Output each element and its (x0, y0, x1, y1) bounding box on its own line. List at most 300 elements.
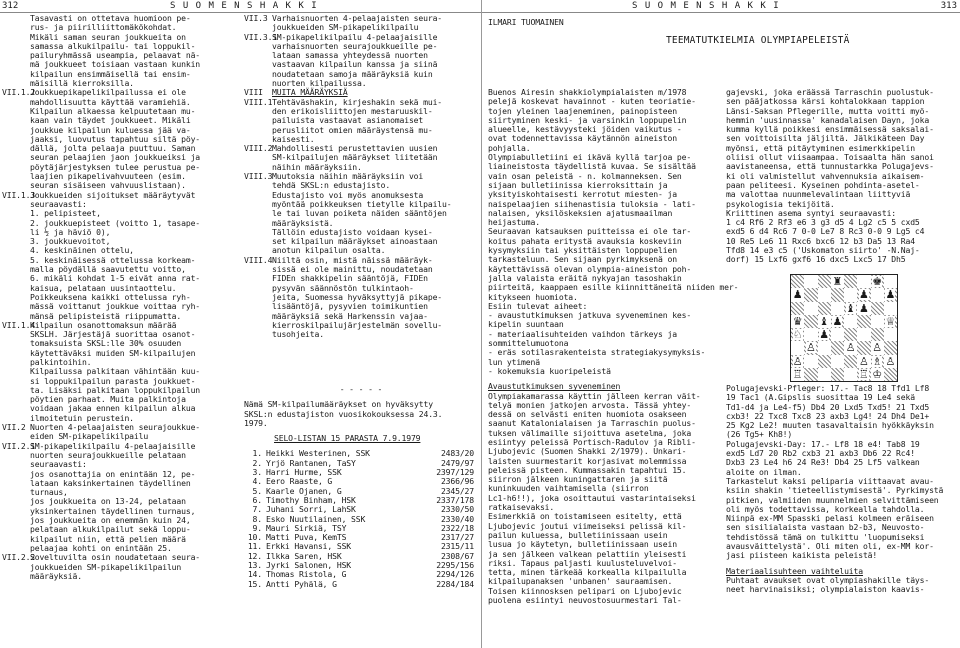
text-line: esiintyy peleissä Portisch-Radulov ja Ribli- (488, 436, 696, 447)
approval-line: Nämä SM-kilpailumääräykset on hyväksytty (244, 399, 433, 410)
text-line: ja sen jälkeen valkean pelattiin yleisesti (488, 548, 687, 559)
text-line: psykologisia tekijöitä. (726, 198, 835, 209)
text-line: kuninkuuden vaihtamisella (siirron (488, 483, 649, 494)
rating: 2284/184 (436, 578, 474, 589)
text-line: kilpailut niin, että pelien määrä (30, 533, 186, 544)
board-square (884, 328, 897, 341)
rank: 13. (247, 560, 262, 571)
section-number: VII.2.2 (2, 552, 36, 563)
board-square (871, 328, 884, 341)
chess-piece: ♕ (885, 314, 896, 328)
board-square (804, 328, 817, 341)
text-line: Buenos Airesin shakkiolympialaisten m/1978 (488, 87, 687, 97)
board-square (857, 275, 870, 288)
rank: 12. (247, 550, 262, 561)
chess-piece: ♖ (858, 367, 869, 381)
subheading: Avaustutkimuksen syveneminen (488, 381, 621, 392)
rating: 2397/129 (436, 467, 474, 478)
text-line: kilpailupanaksen 'unbanen' sauraamisen. (488, 576, 673, 587)
text-line: kysymyksiin tai yksittäisten loppupelien (488, 245, 677, 256)
board-square (871, 275, 884, 288)
text-line: Muutoksia näihin määräyksiin voi (272, 171, 424, 182)
board-square (871, 355, 884, 368)
text-line: pöytäjärjestyksen tulee perustua pe- (30, 161, 201, 172)
text-line: ovat todennettavissa käytännön aineiston (488, 133, 677, 144)
text-line: neet harvinaisiksi; olympialaiston kaavis- (726, 584, 925, 595)
text-line: käytettäväksi muiden SM-kilpailujen (30, 347, 196, 358)
rank: 2. (252, 457, 262, 468)
text-line: koitus pahata eritystä avauksia koskeviin (488, 235, 682, 246)
text-line: myöntää poikkeuksen tietylle kilpailu- (272, 198, 452, 209)
board-square (818, 288, 831, 301)
board-square (871, 341, 884, 354)
text-line: käytettävissä olevan olympia-aineiston poh- (488, 263, 692, 274)
rules-section (2, 14, 234, 88)
rules-section (2, 553, 234, 581)
text-line: ma valottaa nuunmelevalintaan liittyviä (726, 189, 911, 200)
player-name: Antti Pyhälä, G (266, 578, 337, 589)
board-square (884, 315, 897, 328)
text-line: Ljubojevic joutui viimeiseksi pelissä kil- (488, 520, 687, 531)
board-square (844, 355, 857, 368)
section-number: VII.2 (2, 422, 26, 433)
text-line: turnaus, (30, 487, 68, 498)
text-line: 1 c4 Rf6 2 Rf3 e6 3 g3 d5 4 Lg2 c5 5 cxd5 (726, 217, 920, 228)
text-line: sommittelumuotona (488, 338, 569, 349)
text-line: Länsi-Saksan Pflegerille, mutta voitti myö- (726, 105, 930, 116)
rating: 2483/20 (440, 448, 474, 459)
player-name: Timothy Binham, HSK (266, 494, 356, 505)
text-line: ksiin shakin 'tieteellistymisestä'. Pyrkimystä (726, 485, 944, 496)
board-square (818, 302, 831, 315)
chess-piece: ♝ (819, 314, 830, 328)
player-name: Harri Hurme, SSK (266, 467, 342, 478)
board-square (791, 341, 804, 354)
text-line: Td1-d4 ja Le4-f5) Db4 20 Lxd5 Txd5! 21 Txd5 (726, 401, 930, 412)
board-square (818, 275, 831, 288)
text-line: dorf) 15 Lxf6 gxf6 16 dxc5 Lxc5 17 Dh5 (726, 254, 906, 265)
board-square (818, 355, 831, 368)
text-line: 1. pelipisteet, (30, 208, 101, 219)
board-square (791, 328, 804, 341)
text-line: laisten suurmestarit korjasivat molemmissa (488, 455, 687, 466)
text-line: pailuryhmässä useampia, pelaavat nä- (30, 50, 201, 61)
text-line: palkintoihin. (30, 356, 92, 367)
rules-section (244, 14, 478, 33)
rank: 8. (252, 513, 262, 524)
rank: 9. (252, 522, 262, 533)
player-name: Yrjö Rantanen, TaSY (266, 457, 356, 468)
chess-piece: ♛ (792, 314, 803, 328)
board-square (871, 368, 884, 381)
text-line: kipelin suuntaan (488, 319, 564, 330)
text-line: exd5 6 d4 Rc6 7 0-0 Le7 8 Rc3 0-0 9 Lg5 c4 (726, 226, 925, 237)
text-line: varhaisnuorten seurajoukkueille pe- (272, 40, 438, 51)
board-square (844, 275, 857, 288)
text-line: pöytien parhaat. Muita palkintoja (30, 394, 186, 405)
text-line: ratkaisevaksi. (488, 502, 555, 513)
text-line: näihin määräyksiin. (272, 161, 362, 172)
text-line: 4. keskinäinen ottelu, (30, 245, 134, 256)
text-line: tomaksuista SKSL:lle 30% osuuden (30, 338, 182, 349)
text-line: 2. joukkuepisteet (voitto 1, tasape- (30, 217, 201, 228)
board-square (818, 328, 831, 341)
chess-piece: ♘ (792, 328, 803, 342)
rules-section (2, 442, 234, 554)
section-number: VIII (244, 87, 263, 98)
chess-piece: ♙ (792, 354, 803, 368)
text-line: Edustajisto voi myös anomuksesta (272, 189, 424, 200)
text-line: 6. mikäli kohdat 1-5 eivät anna rat- (30, 273, 201, 284)
text-line: siirron jälkeen kuningattaren ja siitä (488, 474, 668, 485)
section-number: VIII.3 (244, 171, 273, 182)
player-name: Heikki Westerinen, SSK (266, 448, 370, 459)
rank: 5. (252, 485, 262, 496)
chess-piece: ♟ (792, 288, 803, 302)
text-line: telyä monien jatkojen arvosta. Tässä yhtey- (488, 399, 692, 410)
text-line: den erikoisliittojen mestaruuskil- (272, 105, 433, 116)
text-line: Dxb3 23 Le4 h6 24 Re3! Db4 25 Lf5 valkean (726, 457, 920, 468)
rules-section (244, 256, 478, 340)
chess-piece: ♟ (885, 288, 896, 302)
chess-piece: ♟ (832, 314, 843, 328)
text-line: 5. keskinäisessä ottelussa korkeam- (30, 254, 196, 265)
board-square (804, 341, 817, 354)
right-page (481, 0, 960, 648)
text-line: samassa alkukilpailu- tai loppukil- (30, 40, 196, 51)
rank: 10. (247, 532, 262, 543)
text-line: mahdollisuutta käyttää varamiehiä. (30, 96, 191, 107)
board-square (831, 275, 844, 288)
text-line: mäisillä kierroksilla. (30, 78, 134, 89)
board-square (831, 315, 844, 328)
text-line: Seuraavan katsauksen puitteissa ei ole tar- (488, 226, 692, 237)
board-square (831, 288, 844, 301)
text-line: tusohjeita. (272, 329, 324, 340)
board-square (871, 288, 884, 301)
text-line: Tarkastelut kaksi peliparia viittaavat avau- (726, 475, 934, 486)
text-line: Ljubojevic (Suomen Shakki 2/1979). Unkari- (488, 446, 687, 457)
board-square (804, 288, 817, 301)
text-line: lusua jo käytetyn, bulletiinissaan usein (488, 539, 677, 550)
board-square (871, 302, 884, 315)
board-square (818, 368, 831, 381)
text-line: jos osanottajia on enintään 12, pe- (30, 468, 196, 479)
byline: ILMARI TUOMAINEN (488, 17, 564, 27)
ranking-title: SELO-LISTAN 15 PARASTA 7.9.1979 (274, 433, 421, 444)
section-text (272, 172, 478, 256)
section-text (272, 33, 478, 89)
text-line: hemmin 'uusinnassa' kanadalaisen Dayn, joka (726, 114, 930, 125)
text-line: pelejä koskevat havainnot - kuten teoriatie- (488, 96, 696, 107)
chess-piece: ♖ (792, 367, 803, 381)
text-line: pailuista vastaavat asianomaiset (272, 115, 424, 126)
board-square (804, 315, 817, 328)
text-line: nalaisen, yksilöskeksien ajatusmaailman (488, 207, 673, 218)
section-text (272, 98, 478, 144)
section-number (2, 14, 30, 88)
text-line: jos joukkueita on 13-24, pelataan (30, 496, 186, 507)
board-square (844, 328, 857, 341)
text-line: sen sisilialaista vastaan b2-b3, Neuvosto- (726, 522, 925, 533)
text-line: tojen yleinen laajeneminen, painopisteen (488, 105, 677, 116)
section-number: VII.1.3 (2, 189, 36, 200)
text-line: paan peliteesi. Kyseinen pohdinta-asetel- (726, 179, 920, 190)
board-square (857, 341, 870, 354)
chess-piece: ♙ (885, 354, 896, 368)
board-square (857, 328, 870, 341)
text-line: ta. Lisäksi palkitaan loppukilpailun (30, 384, 201, 395)
rating: 2317/27 (440, 532, 474, 543)
player-name: Ilkka Saren, HSK (266, 550, 342, 561)
text-line: Puhtaat avaukset ovat olympiashakille täys- (726, 574, 930, 585)
text-line: sijaan bulletiinissa kierroksittain ja (488, 179, 668, 190)
player-name: Erkki Havansi, SSK (266, 541, 352, 552)
board-square (791, 275, 804, 288)
text-line: laajien pikapelivahvuuteen (esim. (30, 171, 186, 182)
rules-section (2, 321, 234, 423)
text-line: seuran sisäiseen vahvuuslistaan). (30, 180, 186, 191)
left-page-header (0, 0, 481, 13)
section-text (30, 553, 234, 581)
rank: 6. (252, 494, 262, 505)
text-line: anotun kilpailun osalta. (272, 245, 386, 256)
text-line: rus- ja piirilliittomäkökohdat. (30, 22, 177, 33)
text-line: piirteitä, kaappaen esille kiinnittäneitä niiden mer- (488, 282, 739, 293)
board-square (857, 315, 870, 328)
chess-piece: ♟ (858, 288, 869, 302)
chess-piece: ♙ (858, 354, 869, 368)
text-line: yksinkertainen täydellinen turnaus, (30, 505, 196, 516)
chess-piece: ♚ (872, 275, 883, 289)
board-square (857, 288, 870, 301)
text-line: (26 Tg5+ Kh8!) (726, 429, 793, 440)
text-line: Soveltuvilta osin noudatetaan seura- (30, 552, 201, 563)
text-line: eiden SM-pikapelikilpailu (30, 431, 149, 442)
text-line: aloite on ilman. (726, 466, 802, 477)
board-square (791, 368, 804, 381)
board-square (831, 341, 844, 354)
text-line: tetta, minen tärkeää korkealla kilpailulla (488, 567, 687, 578)
subheading: Materiaalisuhteen vaihteluita (726, 565, 863, 576)
text-line: Polugajevski-Day: 17.- Lf8 18 e4! Tab8 19 (726, 438, 920, 449)
text-line: nuorten kilpailussa. (272, 78, 367, 89)
approval-line: SKSL:n edustajiston vuosikokouksessa 24.3. (244, 408, 443, 419)
board-square (804, 368, 817, 381)
rank: 1. (252, 448, 262, 459)
rules-section (2, 191, 234, 321)
text-line: pysyvän säännöstön tulkintaoh- (272, 282, 414, 293)
board-square (831, 355, 844, 368)
text-line: SM-pikapelikilpailu 4-pelaajaisille (30, 440, 196, 451)
text-line: Kilpailun alkaessa kelpuutetaan mu- (30, 105, 196, 116)
text-line: perusliitot omien määräystensä mu- (272, 124, 433, 135)
text-line: Kriittinen asema syntyi seuraavasti: (726, 207, 897, 218)
approval-line: 1979. (244, 417, 268, 428)
text-line: lataan samassa yhteydessä nuorten (272, 50, 428, 61)
board-square (791, 355, 804, 368)
player-name: Eero Raaste, G (266, 476, 333, 487)
rating: 2308/67 (440, 550, 474, 561)
section-text (272, 14, 478, 33)
text-line: SM-pikapelikilpailu 4-pelaajaisille (272, 31, 438, 42)
text-line: Tällöin edustajisto voidaan kysei- (272, 226, 433, 237)
page-number: 312 (2, 1, 19, 11)
text-line: Joukkueiden sijoitukset määräytyvät (30, 189, 196, 200)
text-line: Olympiakamarassa käyttin jälleen kerran väit- (488, 390, 701, 401)
text-line: määräyksistä. (272, 217, 334, 228)
text-line: sen pääjatkossa kärsi kohtalokkaan tappion (726, 96, 925, 107)
text-line: Polugajevski-Pfleger: 17.- Tac8 18 Tfd1 Lf8 (726, 383, 930, 393)
text-line: 10 Re5 Le6 11 Rxc6 bxc6 12 b3 Da5 13 Ra4 (726, 235, 915, 246)
text-line: Lc1-h6!!), joka osoittautui vastarintaiseksi (488, 492, 696, 503)
board-square (831, 368, 844, 381)
section-number: VII.2.1 (2, 440, 36, 451)
text-line: Joukkuepikapelikilpailussa ei ole (30, 87, 186, 98)
text-line: vain osan peleistä - n. kolmanneksen. Sen (488, 170, 682, 181)
text-line: Toisen kiinnosksen pelipari on Ljubojevic (488, 585, 682, 596)
text-line: yksityiskohtaisesti kerrotut miesten- ja (488, 189, 677, 200)
right-page-header (482, 0, 960, 13)
rating: 2295/156 (436, 560, 474, 571)
right-column-2-continued (726, 384, 958, 595)
text-line: ilmoitetuin perustein. (30, 412, 134, 423)
board-square (884, 288, 897, 301)
board-square (884, 341, 897, 354)
board-square (844, 288, 857, 301)
text-line: cxb3! 22 Txc8 Txc8 23 axb3 Lg4! 24 Dh4 De1+ (726, 410, 930, 421)
board-square (884, 302, 897, 315)
text-line: tehdistössä tämä on tulkittu 'luopumiseksi (726, 531, 925, 542)
text-line: Olympiabulletiini ei ikävä kyllä tarjoa pe- (488, 152, 692, 163)
text-line: alueelle, kestävyysteki jöiden vaikutus - (488, 124, 682, 135)
text-line: mänsä pelipisteistä riippumatta. (30, 310, 182, 321)
section-number: VII.3 (244, 13, 268, 23)
section-text (30, 442, 234, 554)
text-line: tehdä SKSL:n edustajisto. (272, 180, 391, 191)
chess-piece: ♙ (845, 341, 856, 355)
text-line: Esiin tulevat aiheet: (488, 300, 588, 311)
text-line: FIDEn shakkipelin sääntöjä, FIDEn (272, 273, 428, 284)
text-line: heijastuma. (488, 217, 540, 228)
chess-piece: ♜ (832, 275, 843, 289)
chess-board (790, 274, 898, 382)
text-line: joukkue kilpailun kuluessa jää va- (30, 124, 191, 135)
rating: 2294/126 (436, 569, 474, 580)
section-text (272, 144, 478, 172)
text-line: kaisesti. (272, 133, 315, 144)
text-line: - kokemuksia kuoripeleistä (488, 365, 611, 376)
rules-section (2, 88, 234, 190)
board-square (884, 275, 897, 288)
section-number: VIII.1 (244, 96, 273, 107)
text-line: vastaavan kilpailun kanssa ja siinä (272, 59, 438, 70)
section-text (30, 191, 234, 321)
text-line: kaan vain täydet joukkueet. Mikäli (30, 115, 191, 126)
text-line: mä joukkueet toisiaan vastaan kunkin (30, 59, 201, 70)
text-line: pelaajaa kohti on enintään 25. (30, 542, 172, 553)
board-square (791, 302, 804, 315)
text-line: avausväittelystä'. Oli miten oli, ex-MM kor- (726, 541, 934, 552)
section-number: VII.1.2 (2, 87, 36, 98)
board-square (831, 328, 844, 341)
text-line: Niinpä ex-MM Spasski pelasi kolmeen eräiseen (726, 513, 934, 524)
right-column-2 (726, 88, 958, 265)
text-line: exd5 Ld7 20 Rb2 cxb3 21 axb3 Db6 22 Rc4! (726, 448, 915, 459)
section-text (30, 88, 234, 190)
rating: 2330/40 (440, 513, 474, 524)
board-square (844, 341, 857, 354)
text-line: nuorten seurajoukkueille pelataan (30, 449, 186, 460)
rating: 2345/27 (440, 485, 474, 496)
board-square (844, 368, 857, 381)
rating: 2330/50 (440, 504, 474, 515)
approval-block (244, 385, 478, 589)
text-line: kumma kyllä poikkesi ensimmäisessä saksalai- (726, 124, 934, 135)
text-line: saanut Katalonialaisen ja Tarraschin puolus- (488, 418, 696, 429)
rank: 15. (247, 578, 262, 589)
text-line: set kilpailun määräykset ainoastaan (272, 236, 438, 247)
text-line: Varhaisnuorten 4-pelaajaisten seura- (272, 13, 443, 23)
separator: - - - - - (339, 384, 383, 394)
text-line: Tehtäväshakin, kirjeshakin sekä mui- (272, 96, 443, 107)
text-line: sissä ei ole mainittu, noudatetaan (272, 264, 433, 275)
player-name: Kaarle Ojanen, G (266, 485, 342, 496)
text-line: Kilpailun osanottomaksun määrää (30, 319, 177, 330)
text-line: Nuorten 4-pelaajaisten seurajoukkue- (30, 422, 201, 433)
text-line: noudatetaan samoja määräyksiä kuin (272, 68, 433, 79)
text-line: lisääntöjä, pysyvien toimikuntien (272, 301, 428, 312)
text-line: gajevski, joka eräässä Tarraschin puolustuk- (726, 87, 934, 97)
text-line: tuksen välimaille sijoittuva asetelma, joka (488, 427, 692, 438)
rating: 2366/96 (440, 476, 474, 487)
section-number: VIII.4 (244, 254, 273, 265)
section-number: VII.1.4 (2, 319, 36, 330)
text-line: 25 Kg2 Le2! muuten tasavaltaisin hyökkäyksin (726, 420, 934, 431)
text-line: 19 Tac1 (A.Gipslis suosittaa 19 Le4 sekä (726, 392, 915, 403)
text-line: määräyksiä. (30, 570, 82, 581)
rank: 4. (252, 476, 262, 487)
rules-section (244, 33, 478, 89)
text-line: - avaustutkimuksen jatkuva syveneminen kes- (488, 310, 692, 321)
text-line: - eräs sotilasrakenteista strategiakysymyksis- (488, 347, 706, 358)
magazine-name: S U O M E N S H A K K I (170, 1, 318, 11)
board-square (804, 275, 817, 288)
board-square (831, 302, 844, 315)
text-line: jasi piisteen kaikista peleistä! (726, 550, 878, 561)
text-line: li ½ ja häviö 0), (30, 226, 111, 237)
text-line: mässä voittanut joukkue voittaa ryh- (30, 301, 201, 312)
text-line: pailun kuluessa, bulletiinissaan usein (488, 529, 668, 540)
text-line: pohjalla. (488, 142, 531, 153)
text-line: riksi. Tapaus paljasti kuulusteluvelvoi- (488, 557, 677, 568)
right-column-1 (488, 87, 739, 606)
rank: 14. (247, 569, 262, 580)
player-name: Esko Nuutilainen, SSK (266, 513, 366, 524)
text-line: kitykseen huomiota. (488, 291, 578, 302)
text-line: Tasavasti on ottetava huomioon pe- (30, 13, 191, 23)
text-line: kilpailun ensimmäisellä tai ensim- (30, 68, 191, 79)
text-line: sen voittoisilta jäljiltä. Jälkikäteen Day (726, 133, 925, 144)
text-line: Mikäli saman seuran joukkueita on (30, 31, 186, 42)
text-line: aavistaneensa, että tunnustarkka Polugajevs- (726, 161, 934, 172)
board-square (871, 315, 884, 328)
board-square (857, 368, 870, 381)
board-square (791, 288, 804, 301)
rating: 2479/97 (440, 457, 474, 468)
board-square (857, 302, 870, 315)
board-square (818, 341, 831, 354)
